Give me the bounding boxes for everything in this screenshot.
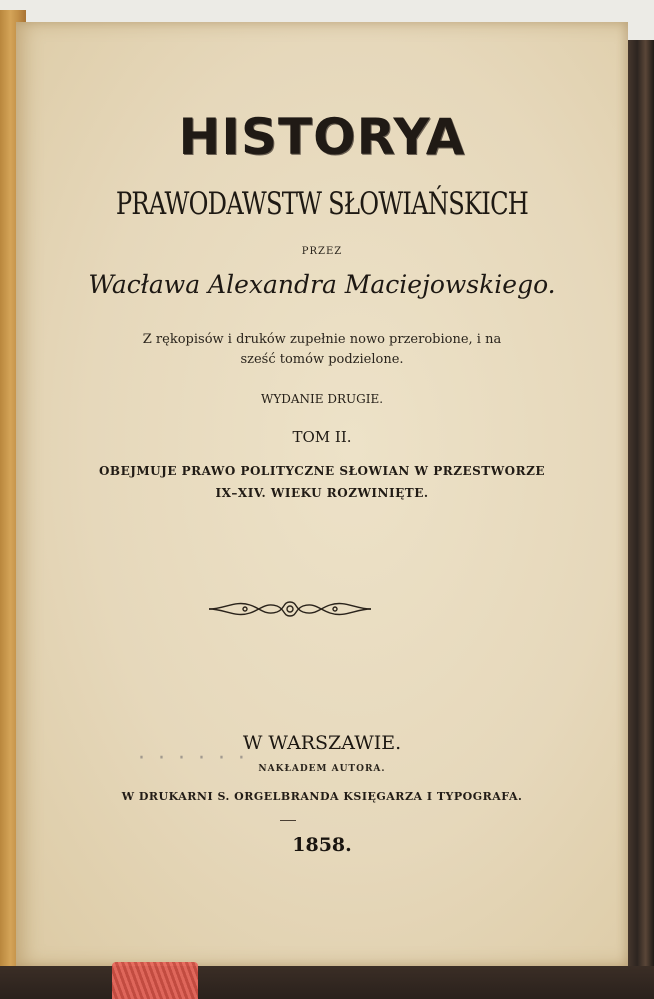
description	[16, 330, 628, 370]
publication-city: W WARSZAWIE.	[242, 732, 402, 754]
book-subtitle: PRAWODAWSTW SŁOWIAŃSKICH	[115, 186, 529, 222]
volume-label: TOM II.	[292, 428, 352, 446]
edition-label: WYDANIE DRUGIE.	[260, 392, 384, 406]
author-name: Wacława Alexandra Maciejowskiego.	[88, 270, 556, 299]
publisher: NAKŁADEM AUTORA.	[258, 764, 386, 774]
library-stamp: · · · · · ·	[138, 746, 248, 771]
description-line-2: sześć tomów podzielone.	[240, 352, 404, 367]
ornament-icon	[205, 596, 375, 622]
book-cover-bottom	[0, 966, 654, 999]
publication-year: 1858.	[292, 834, 352, 856]
printer: W DRUKARNI S. ORGELBRANDA KSIĘGARZA I TYPOGRAFA.	[121, 790, 523, 803]
scope-line-2: IX–XIV. WIEKU ROZWINIĘTE.	[215, 486, 429, 500]
book-title: HISTORYA	[178, 108, 466, 166]
divider-rule	[280, 820, 296, 821]
by-label: PRZEZ	[301, 246, 343, 257]
scope-line-1: OBEJMUJE PRAWO POLITYCZNE SŁOWIAN W PRZESTWORZE	[98, 464, 546, 478]
volume-scope	[16, 460, 628, 504]
bookmark-ribbon	[112, 962, 198, 999]
book-cover-right	[626, 40, 654, 985]
description-line-1: Z rękopisów i druków zupełnie nowo przerobione, i na	[142, 332, 502, 347]
